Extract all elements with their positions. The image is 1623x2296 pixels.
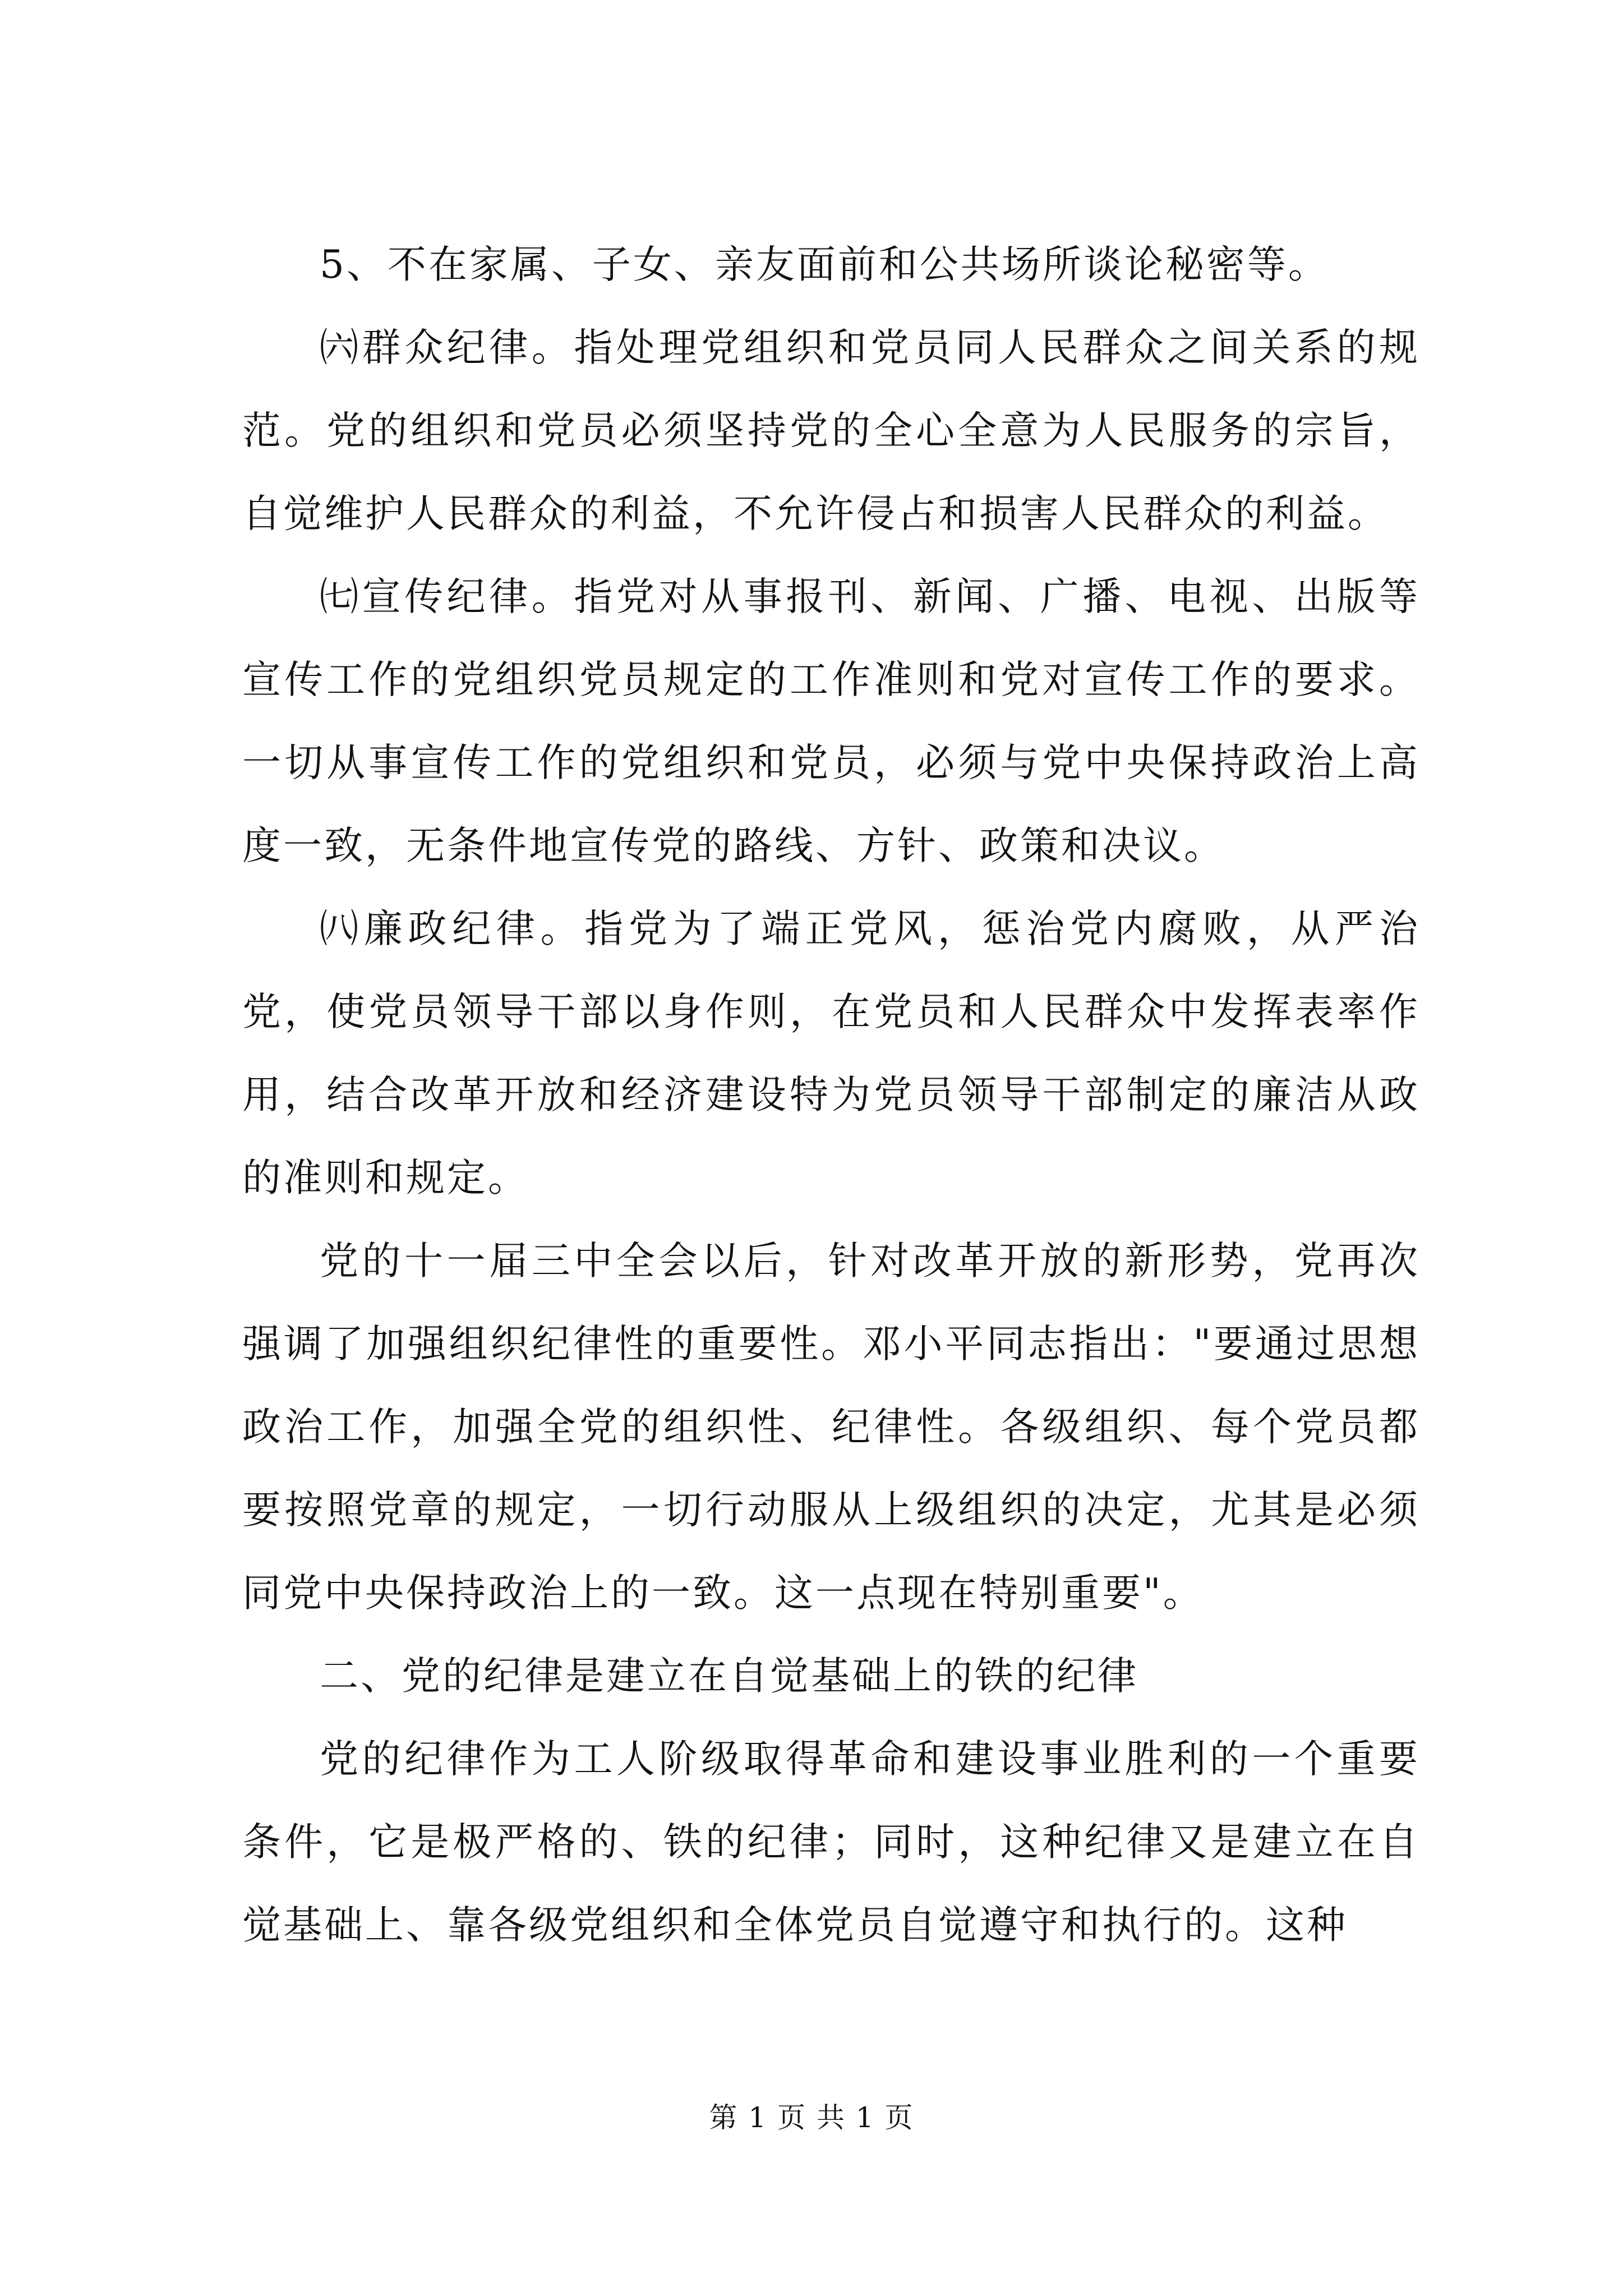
section-heading-two: 二、党的纪律是建立在自觉基础上的铁的纪律 [320,1654,1138,1699]
paragraph-iron-discipline: 党的纪律作为工人阶级取得革命和建设事业胜利的一个重要条件，它是极严格的、铁的纪律；同时，这种纪律又是建立在自觉基础上、靠各级党组织和全体党员自觉遵守和执行的。这种 [242,1737,1420,1948]
document-body [242,223,1420,1967]
paragraph-publicity-discipline: ㈦宣传纪律。指党对从事报刊、新闻、广播、电视、出版等宣传工作的党组织党员规定的工作准则和党对宣传工作的要求。一切从事宣传工作的党组织和党员，必须与党中央保持政治上高度一致，无条件地宣传党的路线、方针、政策和决议。 [242,574,1420,868]
paragraph-integrity-discipline: ㈧廉政纪律。指党为了端正党风，惩治党内腐败，从严治党，使党员领导干部以身作则，在党员和人民群众中发挥表率作用，结合改革开放和经济建设特为党员领导干部制定的廉洁从政的准则和规定。 [242,907,1420,1200]
paragraph-item-5: 5、不在家属、子女、亲友面前和公共场所谈论秘密等。 [320,242,1329,287]
page-footer: 第 1 页 共 1 页 [709,2101,914,2134]
paragraph-third-plenum: 党的十一届三中全会以后，针对改革开放的新形势，党再次强调了加强组织纪律性的重要性。邓小平同志指出："要通过思想政治工作，加强全党的组织性、纪律性。各级组织、每个党员都要按照党章的规定，一切行动服从上级组织的决定，尤其是必须同党中央保持政治上的一致。这一点现在特别重要"。 [242,1239,1420,1616]
paragraph-mass-discipline: ㈥群众纪律。指处理党组织和党员同人民群众之间关系的规范。党的组织和党员必须坚持党的全心全意为人民服务的宗旨，自觉维护人民群众的利益，不允许侵占和损害人民群众的利益。 [242,325,1420,536]
